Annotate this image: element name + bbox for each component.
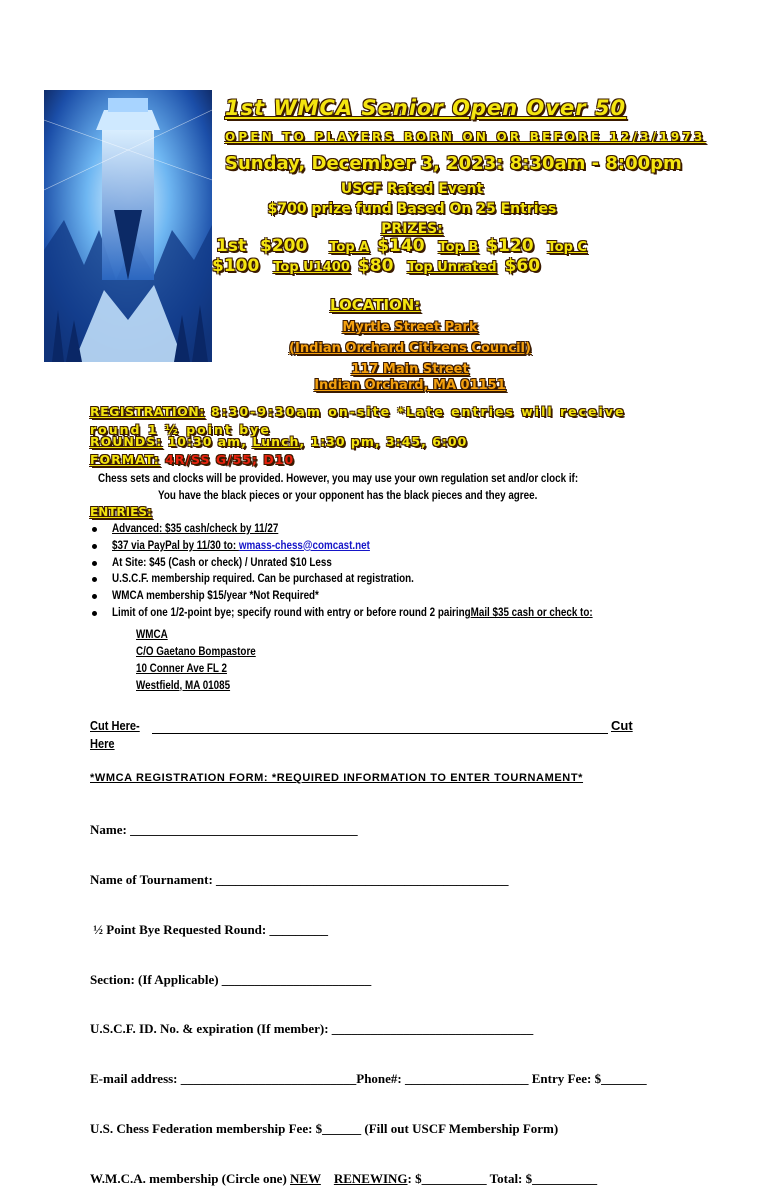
mailing-address (136, 626, 256, 694)
tower-artwork-image (44, 90, 212, 362)
prizes-heading: PRIZES: (381, 221, 443, 237)
prizes-row-2 (212, 256, 548, 276)
prize-top-u1400-label: Top U1400 (273, 260, 350, 275)
list-item: WMCA membership $15/year *Not Required* (90, 588, 698, 605)
equipment-note-line-1: Chess sets and clocks will be provided. However, you may use your own regulation set and/or clock if: (98, 471, 579, 485)
prize-top-a-label: Top A (329, 240, 370, 255)
bullet-icon (92, 577, 97, 582)
cut-here-left: Cut Here- (90, 718, 140, 733)
paypal-email-link[interactable]: wmass-chess@comcast.net (238, 537, 370, 552)
bullet-icon (92, 527, 97, 532)
equipment-note-line-2: You have the black pieces or your opponent has the black pieces and they agree. (158, 488, 538, 502)
rounds-label: ROUNDS: (90, 434, 163, 449)
membership-renewing-option[interactable]: RENEWING (333, 1170, 408, 1186)
prizes-row-1 (216, 236, 595, 256)
list-item: At Site: $45 (Cash or check) / Unrated $10 Less (90, 555, 698, 572)
event-date: Sunday, December 3, 2023: 8:30am - 8:00pm (225, 153, 682, 174)
entries-list (90, 521, 698, 622)
event-title: 1st WMCA Senior Open Over 50 (225, 96, 627, 120)
lunch-label: Lunch (252, 434, 300, 449)
bullet-icon (92, 544, 97, 549)
address-line: WMCA (136, 627, 168, 641)
location-venue: Myrtle Street Park (342, 320, 478, 335)
registration-text: 8:30-9:30am on-site *Late entries will receive round 1 ½ point bye (90, 404, 626, 437)
prize-top-b-amount: $120 (486, 236, 534, 256)
prize-top-unrated-amount: $60 (504, 256, 541, 276)
location-city: Indian Orchard, MA 01151 (314, 378, 506, 393)
bullet-icon (92, 611, 97, 616)
address-line: C/O Gaetano Bompastore (136, 644, 256, 658)
form-bye-round-field[interactable]: ½ Point Bye Requested Round: _________ (90, 921, 328, 937)
prize-1st: 1st $200 (216, 236, 308, 256)
eligibility-subtitle: OPEN TO PLAYERS BORN ON OR BEFORE 12/3/1973 (225, 130, 706, 144)
prize-top-unrated-label: Top Unrated (407, 260, 497, 275)
form-uscf-fee-field[interactable]: U.S. Chess Federation membership Fee: $______ (Fill out USCF Membership Form) (90, 1120, 559, 1136)
prize-top-u1400-amount: $80 (357, 256, 394, 276)
form-section-field[interactable]: Section: (If Applicable) _______________________ (90, 971, 372, 987)
cut-here-right: Cut (611, 718, 633, 733)
prize-top-c-label: Top C (547, 240, 587, 255)
registration-form (90, 789, 647, 1204)
prize-fund: $700 prize fund Based On 25 Entries (267, 201, 557, 217)
prize-top-c-amount: $100 (212, 256, 260, 276)
prize-top-b-label: Top B (438, 240, 479, 255)
location-street: 117 Main Street (351, 362, 469, 377)
location-heading: LOCATION: (330, 296, 421, 314)
prize-top-a-amount: $140 (377, 236, 425, 256)
address-line: Westfield, MA 01085 (136, 678, 231, 692)
list-item: Limit of one 1/2-point bye; specify round with entry or before round 2 pairingMail $35 cash or check to: (90, 605, 698, 622)
form-email-phone-fee-field[interactable]: E-mail address: ___________________________Phone#: ___________________ Entry Fee: $_______ (90, 1071, 647, 1087)
cut-here-continued: Here (90, 736, 115, 751)
address-line: 10 Conner Ave FL 2 (136, 661, 227, 675)
form-membership-field[interactable]: W.M.C.A. membership (Circle one) NEW RENEWING: $__________ Total: $__________ (90, 1170, 598, 1186)
membership-new-option[interactable]: NEW (290, 1170, 321, 1186)
rated-event: USCF Rated Event (340, 181, 484, 197)
list-item: $37 via PayPal by 11/30 to: wmass-chess@comcast.net (90, 538, 698, 555)
registration-label: REGISTRATION: (90, 404, 205, 419)
format-label: FORMAT: (90, 452, 160, 467)
form-uscf-id-field[interactable]: U.S.C.F. ID. No. & expiration (If member): _______________________________ (90, 1021, 534, 1037)
rounds-info: ROUNDS: 10:30 am, Lunch, 1:30 pm, 3:45, 6:00 (90, 434, 468, 449)
entries-heading: ENTRIES: (90, 505, 152, 519)
location-council: (Indian Orchard Citizens Council) (289, 341, 531, 356)
registration-form-heading: *WMCA REGISTRATION FORM: *REQUIRED INFORMATION TO ENTER TOURNAMENT* (90, 772, 584, 784)
list-item: Advanced: $35 cash/check by 11/27 (90, 521, 698, 538)
bullet-icon (92, 594, 97, 599)
format-info (90, 452, 294, 467)
bullet-icon (92, 561, 97, 566)
list-item: U.S.C.F. membership required. Can be purchased at registration. (90, 571, 698, 588)
form-tournament-field[interactable]: Name of Tournament: _____________________________________________ (90, 871, 509, 887)
form-name-field[interactable]: Name: ___________________________________ (90, 822, 358, 838)
format-text: 4R/SS G/55; D10 (159, 452, 295, 467)
cut-line-divider (152, 733, 608, 734)
mail-note: Mail $35 cash or check to: (470, 604, 593, 619)
